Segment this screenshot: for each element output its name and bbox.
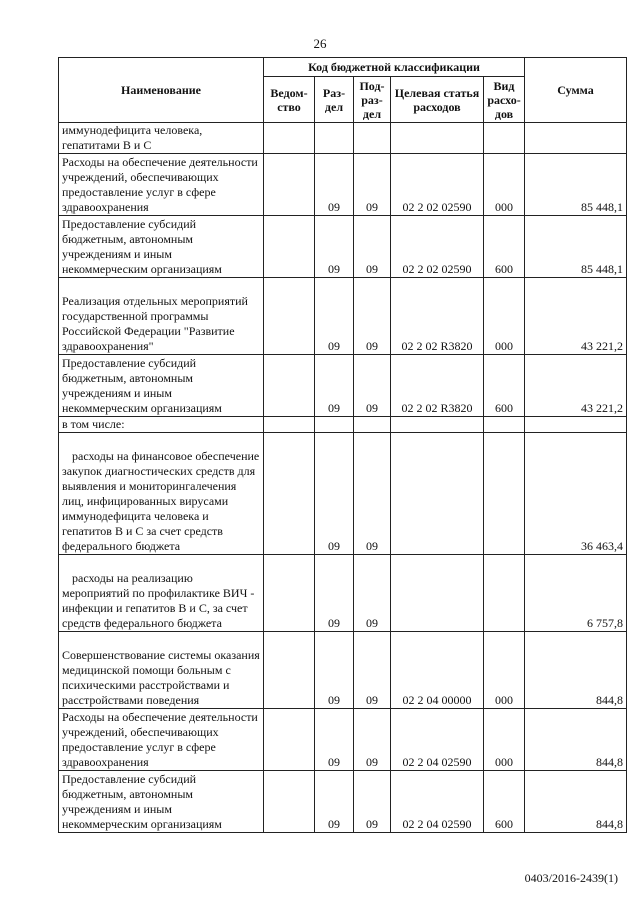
table-row — [59, 123, 627, 154]
row-sum: 85 448,1 — [525, 216, 627, 278]
header-podrazdel: Под-раз-дел — [354, 77, 391, 123]
row-razdel: 09 — [315, 355, 354, 417]
row-vid-rashodov: 000 — [484, 632, 525, 709]
table-row — [59, 771, 627, 833]
row-celevaya-statya — [391, 123, 484, 154]
row-sum: 844,8 — [525, 771, 627, 833]
row-podrazdel — [354, 123, 391, 154]
row-vedomstvo — [264, 278, 315, 355]
row-sum: 844,8 — [525, 709, 627, 771]
row-vid-rashodov: 600 — [484, 771, 525, 833]
header-vid-rashodov: Вид расхо-дов — [484, 77, 525, 123]
row-vid-rashodov: 000 — [484, 154, 525, 216]
table-row — [59, 632, 627, 709]
row-vedomstvo — [264, 555, 315, 632]
row-podrazdel: 09 — [354, 154, 391, 216]
row-name: Расходы на обеспечение деятельности учреждений, обеспечивающих предоставление услуг в сфере здравоохранения — [59, 709, 264, 771]
table-row — [59, 417, 627, 433]
document-code: 0403/2016-2439(1) — [524, 871, 618, 885]
header-celevaya-statya: Целевая статья расходов — [391, 77, 484, 123]
row-celevaya-statya: 02 2 02 02590 — [391, 216, 484, 278]
header-budget-code: Код бюджетной классификации — [264, 58, 525, 77]
row-celevaya-statya — [391, 417, 484, 433]
table-row — [59, 154, 627, 216]
row-name: Расходы на обеспечение деятельности учреждений, обеспечивающих предоставление услуг в сфере здравоохранения — [59, 154, 264, 216]
table-body — [59, 123, 627, 833]
row-vedomstvo — [264, 417, 315, 433]
row-podrazdel: 09 — [354, 771, 391, 833]
row-name: в том числе: — [59, 417, 264, 433]
row-celevaya-statya: 02 2 04 02590 — [391, 771, 484, 833]
row-vedomstvo — [264, 709, 315, 771]
row-podrazdel: 09 — [354, 216, 391, 278]
header-name: Наименование — [59, 58, 264, 123]
row-vid-rashodov — [484, 417, 525, 433]
header-vedomstvo: Ведом-ство — [264, 77, 315, 123]
row-celevaya-statya: 02 2 02 02590 — [391, 154, 484, 216]
row-razdel: 09 — [315, 771, 354, 833]
row-sum: 6 757,8 — [525, 555, 627, 632]
row-vedomstvo — [264, 632, 315, 709]
row-vid-rashodov: 600 — [484, 355, 525, 417]
row-vedomstvo — [264, 216, 315, 278]
row-sum: 85 448,1 — [525, 154, 627, 216]
row-podrazdel — [354, 417, 391, 433]
row-vid-rashodov: 000 — [484, 709, 525, 771]
row-podrazdel: 09 — [354, 433, 391, 555]
row-celevaya-statya: 02 2 02 R3820 — [391, 355, 484, 417]
row-name: Предоставление субсидий бюджетным, автономным учреждениям и иным некоммерческим организациям — [59, 216, 264, 278]
table-row — [59, 709, 627, 771]
table-row — [59, 278, 627, 355]
row-sum — [525, 417, 627, 433]
row-razdel: 09 — [315, 632, 354, 709]
table-row — [59, 216, 627, 278]
row-podrazdel: 09 — [354, 555, 391, 632]
row-razdel: 09 — [315, 709, 354, 771]
row-celevaya-statya — [391, 433, 484, 555]
row-podrazdel: 09 — [354, 632, 391, 709]
row-vid-rashodov: 000 — [484, 278, 525, 355]
row-razdel: 09 — [315, 433, 354, 555]
row-sum: 36 463,4 — [525, 433, 627, 555]
budget-table — [58, 57, 627, 833]
row-name: иммунодефицита человека, гепатитами В и С — [59, 123, 264, 154]
table-row — [59, 433, 627, 555]
row-name: расходы на финансовое обеспечение закупок диагностических средств для выявления и мониторингалечения лиц, инфицированных вирусами иммунодефицита человека и гепатитов В и С за счет средств федерального бюджета — [59, 433, 264, 555]
row-vedomstvo — [264, 123, 315, 154]
row-sum: 43 221,2 — [525, 278, 627, 355]
row-vedomstvo — [264, 433, 315, 555]
row-vid-rashodov — [484, 433, 525, 555]
row-sum: 844,8 — [525, 632, 627, 709]
row-podrazdel: 09 — [354, 278, 391, 355]
row-celevaya-statya: 02 2 04 02590 — [391, 709, 484, 771]
table-row — [59, 555, 627, 632]
row-vid-rashodov — [484, 123, 525, 154]
row-celevaya-statya — [391, 555, 484, 632]
row-podrazdel: 09 — [354, 709, 391, 771]
row-razdel — [315, 123, 354, 154]
row-razdel: 09 — [315, 555, 354, 632]
row-razdel — [315, 417, 354, 433]
row-name: Предоставление субсидий бюджетным, автономным учреждениям и иным некоммерческим организациям — [59, 771, 264, 833]
header-razdel: Раз-дел — [315, 77, 354, 123]
row-sum: 43 221,2 — [525, 355, 627, 417]
row-celevaya-statya: 02 2 04 00000 — [391, 632, 484, 709]
row-vedomstvo — [264, 771, 315, 833]
row-name: расходы на реализацию мероприятий по профилактике ВИЧ - инфекции и гепатитов В и С, за счет средств федерального бюджета — [59, 555, 264, 632]
row-vedomstvo — [264, 355, 315, 417]
row-vid-rashodov — [484, 555, 525, 632]
row-name: Реализация отдельных мероприятий государственной программы Российской Федерации "Развитие здравоохранения" — [59, 278, 264, 355]
row-vedomstvo — [264, 154, 315, 216]
row-sum — [525, 123, 627, 154]
table-row — [59, 355, 627, 417]
row-celevaya-statya: 02 2 02 R3820 — [391, 278, 484, 355]
row-podrazdel: 09 — [354, 355, 391, 417]
row-name: Предоставление субсидий бюджетным, автономным учреждениям и иным некоммерческим организациям — [59, 355, 264, 417]
header-sum: Сумма — [525, 58, 627, 123]
table-header — [59, 58, 627, 123]
row-vid-rashodov: 600 — [484, 216, 525, 278]
row-razdel: 09 — [315, 154, 354, 216]
row-name: Совершенствование системы оказания медицинской помощи больным с психическими расстройствами и расстройствами поведения — [59, 632, 264, 709]
row-razdel: 09 — [315, 216, 354, 278]
row-razdel: 09 — [315, 278, 354, 355]
page-number: 26 — [313, 36, 327, 51]
